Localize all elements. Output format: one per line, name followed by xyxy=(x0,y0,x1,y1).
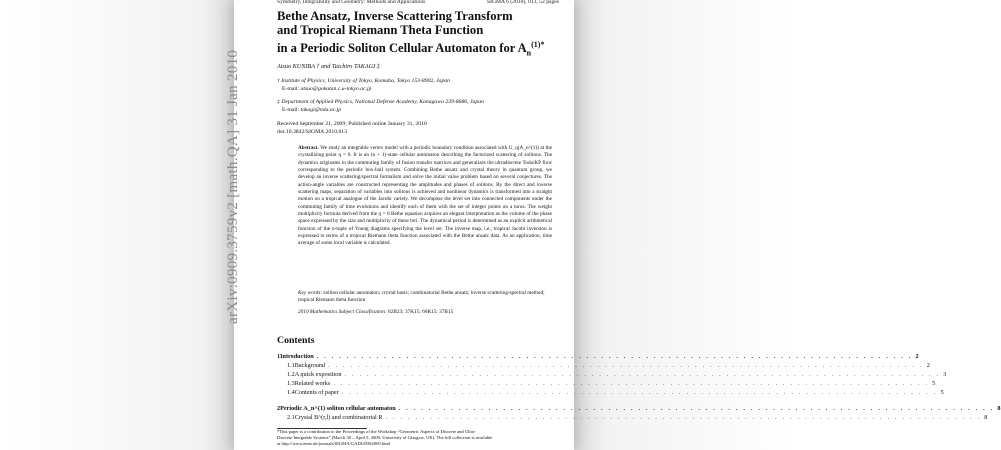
toc-leader: . . . . . . . . . . . . . . . . . . . . . . . . . . . . . . . . . . . . . . . . . . . . . . . . . . . . . . . . . . . . . . . . . . . . . . . . . . . . . . . . xyxy=(385,414,982,421)
email-link-1[interactable]: atsuo@gokutan.c.u-tokyo.ac.jp xyxy=(300,85,372,92)
msc-label: 2010 Mathematics Subject Classification: xyxy=(298,309,387,315)
left-margin xyxy=(0,0,234,450)
email-link-2[interactable]: takagi@nda.ac.jp xyxy=(300,106,342,113)
msc-classification xyxy=(298,309,453,315)
arxiv-stamp: arXiv:0909.3759v2 [math.QA] 31 Jan 2010 xyxy=(225,49,241,324)
toc-entry[interactable]: 1.3 Related works . . . . . . . . . . . . . . . . . . . . . . . . . . . . . . . . . . . . . . . . . . . . . . . . . . . . . . . . . . . . . . . . . . . . . . . . . . . . . . . . 5 xyxy=(287,380,936,387)
toc-entry[interactable]: 1.2 A quick exposition . . . . . . . . . . . . . . . . . . . . . . . . . . . . . . . . . . . . . . . . . . . . . . . . . . . . . . . . . . . . . . . . . . . . . . . . . . . . . . . . 3 xyxy=(287,371,947,378)
publication-meta xyxy=(277,120,427,137)
toc-entry[interactable]: 2 Periodic A_n^(1) soliton cellular automaton . . . . . . . . . . . . . . . . . . . . . . . . . . . . . . . . . . . . . . . . . . . . . . . . . . . . . . . . . . . . . . . . . . . . . . . . . . . . . . . . 8 xyxy=(277,405,1001,412)
abstract-label: Abstract. xyxy=(298,145,319,151)
footnote-line-3[interactable]: at http://www.emis.de/journals/SIGMA/GADUDIS2009.html xyxy=(277,441,391,447)
received-date: Received September 21, 2009; Published online January 31, 2010 xyxy=(277,121,427,127)
authors: Atsuo KUNIBA † and Taichiro TAKAGI ‡ xyxy=(277,63,380,70)
abstract xyxy=(298,145,552,248)
doi[interactable]: doi:10.3842/SIGMA.2010.013 xyxy=(277,129,347,136)
abstract-text: We study an integrable vertex model with a periodic boundary condition associated with U_q(A_n^(1)) at the crystallizing point q = 0. It is an (n + 1)-state cellular automaton describing the factorized scattering of solitons. The dynamics originates in the commuting family of fusion transfer matrices and generalizes the ultradiscrete Toda/KP flow corresponding to the periodic box-ball system. Combining Bethe ansatz and crystal theory in quantum group, we develop an inverse scattering/spectral formalism and solve the initial value problem based on several conjectures. The action-angle variables are constructed representing the amplitudes and phases of solitons. By the direct and inverse scattering maps, separation of variables into solitons is achieved and nonlinear dynamics is transformed into a straight motion on a tropical analogue of the Jacobi variety. We decompose the level set into connected components under the commuting family of time evolutions and identify each of them with the set of integer points on a torus. The weight multiplicity formula derived from the q = 0 Bethe equation acquires an elegant interpretation as the volume of the phase space expressed by the size and multiplicity of these tori. The dynamical period is determined as an explicit arithmetical function of the n-tuple of Young diagrams specifying the level set. The inverse map, i.e., tropical Jacobi inversion is expressed in terms of a tropical Riemann theta function associated with the Bethe ansatz data. As an application, time average of some local variable is calculated. xyxy=(298,145,552,247)
toc-entry[interactable]: 2.1 Crystal B^(r,l) and combinatorial R . . . . . . . . . . . . . . . . . . . . . . . . . . . . . . . . . . . . . . . . . . . . . . . . . . . . . . . . . . . . . . . . . . . . . . . . . . . . . . . . 8 xyxy=(287,414,988,421)
paper-title xyxy=(277,9,577,61)
footnote-line-1: *This paper is a contribution to the Proceedings of the Workshop “Geometric Aspects of Discrete and Ultra- xyxy=(277,429,476,434)
msc-text: 82B23; 37K15; 68R15; 37B15 xyxy=(388,309,454,315)
journal-header: Symmetry, Integrability and Geometry: Methods and Applications xyxy=(277,0,426,5)
keywords-label: Key words: xyxy=(298,290,323,296)
toc-entry[interactable]: 1 Introduction . . . . . . . . . . . . . . . . . . . . . . . . . . . . . . . . . . . . . . . . . . . . . . . . . . . . . . . . . . . . . . . . . . . . . . . . . . . . . . . . 2 xyxy=(277,353,919,360)
contents-heading: Contents xyxy=(277,335,315,346)
email-line-1: E-mail: atsuo@gokutan.c.u-tokyo.ac.jp xyxy=(282,85,372,92)
toc-entry[interactable]: 1.1 Background . . . . . . . . . . . . . . . . . . . . . . . . . . . . . . . . . . . . . . . . . . . . . . . . . . . . . . . . . . . . . . . . . . . . . . . . . . . . . . . . 2 xyxy=(287,362,930,369)
keywords xyxy=(298,290,552,305)
title-line-2: and Tropical Riemann Theta Function xyxy=(277,23,484,38)
title-line-3: in a Periodic Soliton Cellular Automaton for $A_n^{(1)*}$ xyxy=(277,39,545,58)
footnote xyxy=(277,429,568,447)
email-line-2: E-mail: takagi@nda.ac.jp xyxy=(282,106,342,113)
institution-1: † Institute of Physics, University of Tokyo, Komaba, Tokyo 153-8902, Japan xyxy=(277,78,451,84)
keywords-text: soliton cellular automaton; crystal basis; combinatorial Bethe ansatz; inverse scattering/spectral method; tropical Riemann theta function xyxy=(298,290,545,304)
toc-leader: . . . . . . . . . . . . . . . . . . . . . . . . . . . . . . . . . . . . . . . . . . . . . . . . . . . . . . . . . . . . . . . . . . . . . . . . . . . . . . . . xyxy=(327,362,924,369)
title-line-1: Bethe Ansatz, Inverse Scattering Transform xyxy=(277,9,513,23)
footnote-line-2: Discrete Integrable Systems” (March 30 – April 3, 2009, University of Glasgow, UK). The full collection is available xyxy=(277,435,493,441)
toc-leader: . . . . . . . . . . . . . . . . . . . . . . . . . . . . . . . . . . . . . . . . . . . . . . . . . . . . . . . . . . . . . . . . . . . . . . . . . . . . . . . . xyxy=(344,371,941,378)
affiliation-1 xyxy=(277,78,450,94)
toc-leader: . . . . . . . . . . . . . . . . . . . . . . . . . . . . . . . . . . . . . . . . . . . . . . . . . . . . . . . . . . . . . . . . . . . . . . . . . . . . . . . . xyxy=(316,353,913,360)
citation-header: SIGMA 6 (2010), 013, 52 pages xyxy=(487,0,559,5)
toc-entry[interactable]: 1.4 Contents of paper . . . . . . . . . . . . . . . . . . . . . . . . . . . . . . . . . . . . . . . . . . . . . . . . . . . . . . . . . . . . . . . . . . . . . . . . . . . . . . . . 5 xyxy=(287,389,944,396)
institution-2: ‡ Department of Applied Physics, National Defense Academy, Kanagawa 239-8686, Japan xyxy=(277,99,484,105)
toc-leader: . . . . . . . . . . . . . . . . . . . . . . . . . . . . . . . . . . . . . . . . . . . . . . . . . . . . . . . . . . . . . . . . . . . . . . . . . . . . . . . . xyxy=(398,405,995,412)
affiliation-2 xyxy=(277,99,484,115)
toc-leader: . . . . . . . . . . . . . . . . . . . . . . . . . . . . . . . . . . . . . . . . . . . . . . . . . . . . . . . . . . . . . . . . . . . . . . . . . . . . . . . . xyxy=(333,380,930,387)
toc-leader: . . . . . . . . . . . . . . . . . . . . . . . . . . . . . . . . . . . . . . . . . . . . . . . . . . . . . . . . . . . . . . . . . . . . . . . . . . . . . . . . xyxy=(341,389,938,396)
